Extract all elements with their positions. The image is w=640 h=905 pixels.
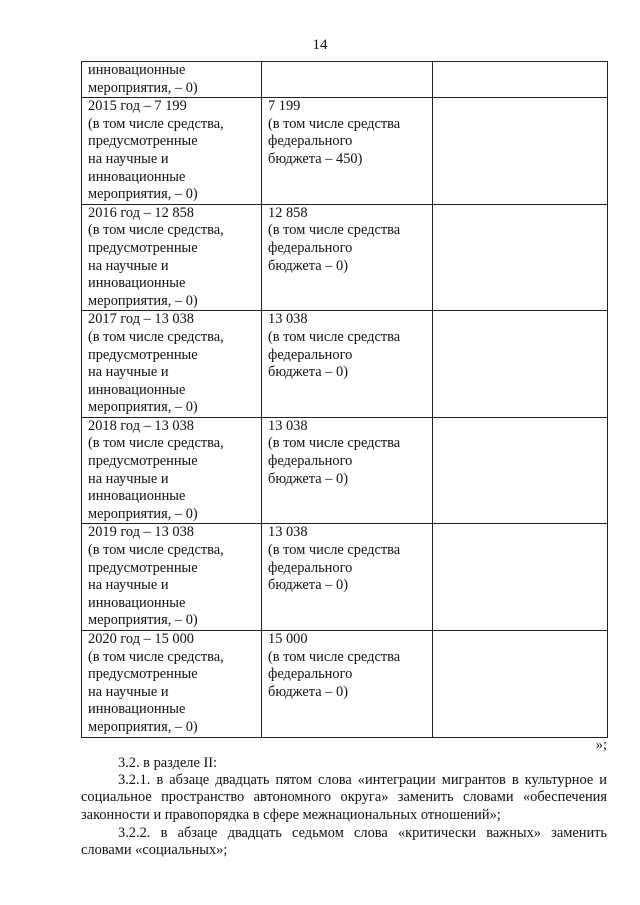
year-cell: [82, 524, 262, 631]
cell-line: инновационные: [88, 488, 186, 505]
table-row: [82, 524, 608, 631]
cell-line: 2020 год – 15 000: [88, 631, 194, 647]
cell-line: бюджета – 0): [268, 364, 349, 381]
cell-line: инновационные: [88, 275, 186, 292]
empty-cell: [433, 62, 608, 98]
cell-line: (в том числе средства,: [88, 222, 224, 239]
cell-line: на научные и: [88, 683, 169, 700]
year-cell: [82, 417, 262, 524]
cell-line: 13 038: [268, 311, 308, 328]
cell-line: мероприятия, – 0): [88, 612, 198, 629]
empty-cell: [433, 417, 608, 524]
cell-line: бюджета – 0): [268, 577, 349, 594]
cell-line: (в том числе средства,: [88, 115, 224, 132]
value-cell: [262, 62, 433, 98]
cell-line: инновационные: [88, 381, 186, 398]
value-cell: [262, 204, 433, 311]
value-cell: [262, 631, 433, 738]
table-row: [82, 311, 608, 418]
empty-cell: [433, 204, 608, 311]
cell-line: 2016 год – 12 858: [88, 204, 194, 221]
cell-line: на научные и: [88, 577, 169, 594]
cell-line: федерального: [268, 453, 353, 470]
paragraph-3-2-1: [81, 772, 607, 824]
cell-line: бюджета – 450): [268, 150, 363, 167]
paragraph-line: 3.2.1. в абзаце двадцать пятом слова «интеграции мигрантов в культурное и: [118, 772, 607, 788]
cell-line: предусмотренные: [88, 666, 198, 683]
cell-line: 2019 год – 13 038: [88, 524, 194, 541]
cell-line: инновационные: [88, 594, 186, 611]
cell-line: мероприятия, – 0): [88, 292, 198, 309]
paragraph-line: 3.2.2. в абзаце двадцать седьмом слова «критически важных» заменить: [118, 825, 607, 841]
cell-line: мероприятия, – 0): [88, 79, 198, 96]
cell-line: (в том числе средства: [268, 115, 401, 132]
empty-cell: [433, 311, 608, 418]
empty-cell: [433, 98, 608, 205]
cell-line: 12 858: [268, 204, 308, 221]
cell-line: 2018 год – 13 038: [88, 417, 194, 434]
value-cell: [262, 311, 433, 418]
cell-line: предусмотренные: [88, 559, 198, 576]
year-cell: [82, 62, 262, 98]
cell-line: инновационные: [88, 701, 186, 718]
cell-line: (в том числе средства,: [88, 328, 224, 345]
cell-line: 2017 год – 13 038: [88, 311, 194, 328]
cell-line: инновационные: [88, 62, 186, 78]
cell-line: (в том числе средства,: [88, 435, 224, 452]
cell-line: на научные и: [88, 364, 169, 381]
cell-line: 7 199: [268, 98, 301, 115]
year-cell: [82, 98, 262, 205]
paragraph-line: законности и правопорядка в сфере межнациональных отношений»;: [81, 806, 501, 823]
cell-line: (в том числе средства: [268, 328, 401, 345]
cell-line: мероприятия, – 0): [88, 186, 198, 203]
cell-line: (в том числе средства,: [88, 648, 224, 665]
cell-line: на научные и: [88, 470, 169, 487]
cell-line: 13 038: [268, 417, 308, 434]
cell-line: (в том числе средства: [268, 222, 401, 239]
cell-line: бюджета – 0): [268, 257, 349, 274]
budget-table: [81, 61, 608, 738]
cell-line: (в том числе средства,: [88, 542, 224, 559]
table-row: [82, 62, 608, 98]
cell-line: мероприятия, – 0): [88, 718, 198, 735]
empty-cell: [433, 524, 608, 631]
value-cell: [262, 417, 433, 524]
cell-line: федерального: [268, 133, 353, 150]
table-row: [82, 417, 608, 524]
cell-line: предусмотренные: [88, 133, 198, 150]
paragraph-section-ref: [81, 755, 640, 772]
cell-line: 15 000: [268, 631, 308, 647]
table-row: [82, 204, 608, 311]
closing-quote: »;: [595, 737, 607, 753]
cell-line: 13 038: [268, 524, 308, 541]
cell-line: (в том числе средства: [268, 435, 401, 452]
paragraph-line: 3.2. в разделе II:: [118, 755, 218, 771]
cell-line: федерального: [268, 666, 353, 683]
cell-line: федерального: [268, 559, 353, 576]
cell-line: бюджета – 0): [268, 470, 349, 487]
table-row: [82, 631, 608, 738]
cell-line: (в том числе средства: [268, 648, 401, 665]
cell-line: мероприятия, – 0): [88, 399, 198, 416]
value-cell: [262, 98, 433, 205]
cell-line: на научные и: [88, 257, 169, 274]
cell-line: бюджета – 0): [268, 683, 349, 700]
year-cell: [82, 311, 262, 418]
cell-line: федерального: [268, 239, 353, 256]
paragraph-line: социальное пространство автономного округа» заменить словами «обеспечения: [81, 789, 607, 806]
empty-cell: [433, 631, 608, 738]
paragraph-3-2-2: [81, 825, 607, 860]
cell-line: федерального: [268, 346, 353, 363]
year-cell: [82, 631, 262, 738]
table-row: [82, 98, 608, 205]
cell-line: мероприятия, – 0): [88, 505, 198, 522]
cell-line: предусмотренные: [88, 453, 198, 470]
cell-line: инновационные: [88, 168, 186, 185]
cell-line: (в том числе средства: [268, 542, 401, 559]
page-number: 14: [312, 37, 328, 53]
cell-line: 2015 год – 7 199: [88, 98, 187, 115]
year-cell: [82, 204, 262, 311]
paragraph-line: словами «социальных»;: [81, 842, 228, 859]
cell-line: предусмотренные: [88, 346, 198, 363]
value-cell: [262, 524, 433, 631]
cell-line: предусмотренные: [88, 239, 198, 256]
cell-line: на научные и: [88, 150, 169, 167]
